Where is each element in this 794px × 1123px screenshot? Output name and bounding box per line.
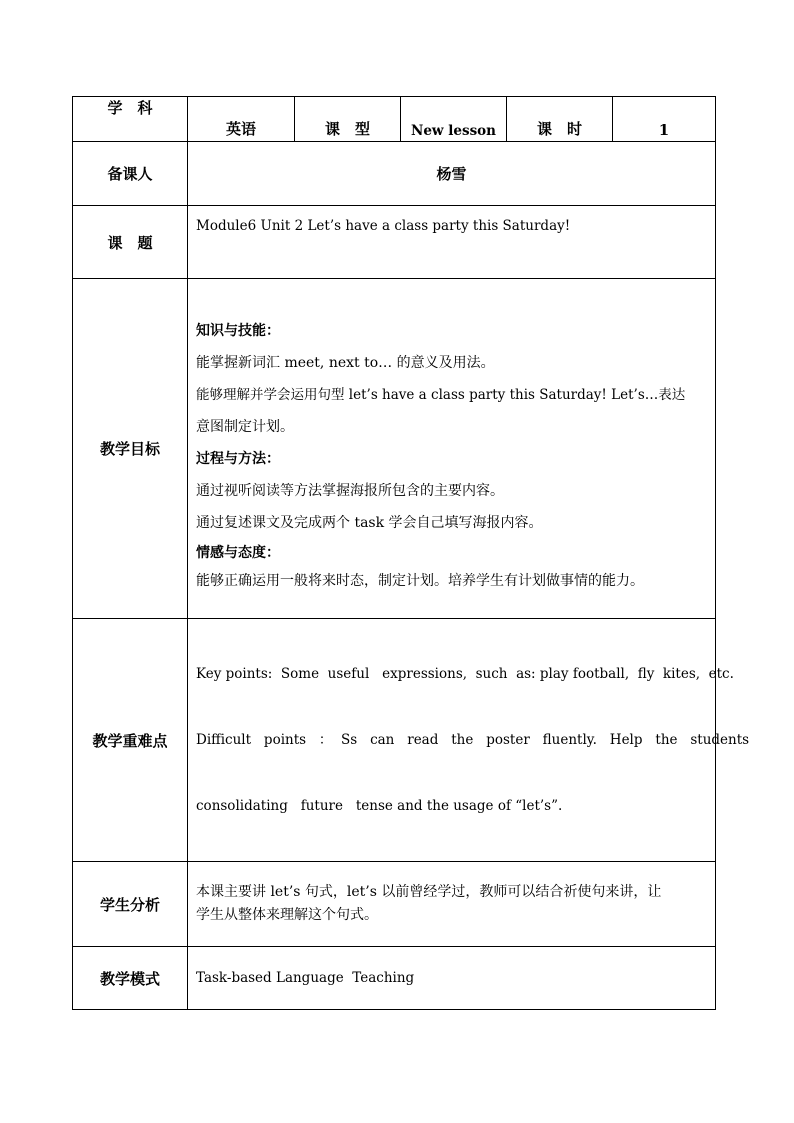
objectives-row: [73, 279, 716, 619]
student-analysis-label: 学生分析: [73, 862, 188, 947]
topic-row: [73, 206, 716, 279]
knowledge-line-2: 能够理解并学会运用句型 let’s have a class party this Saturday! Let’s…表达: [196, 387, 686, 403]
key-points-line-3: consolidating future tense and the usage of “let’s”.: [196, 798, 563, 814]
process-line-2: 通过复述课文及完成两个 task 学会自己填写海报内容。: [196, 515, 543, 531]
student-analysis-line-2: 学生从整体来理解这个句式。: [196, 907, 378, 923]
subject-value: 英语: [188, 97, 295, 142]
preparer-label: 备课人: [73, 142, 188, 206]
teaching-mode-value: Task-based Language Teaching: [188, 947, 716, 1010]
student-analysis-line-1: 本课主要讲 let’s 句式，let’s 以前曾经学过，教师可以结合祈使句来讲，让: [196, 884, 662, 900]
objectives-label: 教学目标: [73, 279, 188, 619]
topic-value: Module6 Unit 2 Let’s have a class party this Saturday!: [196, 218, 571, 234]
key-points-row: [73, 619, 716, 862]
header-row: [73, 97, 716, 142]
knowledge-line-1: 能掌握新词汇 meet, next to… 的意义及用法。: [196, 355, 495, 371]
period-label: 课 时: [507, 97, 613, 142]
topic-label: 课 题: [73, 206, 188, 279]
preparer-row: [73, 142, 716, 206]
lesson-plan-page: [72, 96, 750, 1010]
student-analysis-row: [73, 862, 716, 947]
period-value: 1: [613, 97, 716, 142]
type-value: New lesson: [401, 97, 507, 142]
key-points-label: 教学重难点: [73, 619, 188, 862]
key-points-line-1: Key points: Some useful expressions, such as: play football, fly kites, etc.: [196, 666, 734, 682]
knowledge-line-3: 意图制定计划。: [196, 419, 294, 435]
subject-label: 学 科: [73, 97, 188, 142]
process-line-1: 通过视听阅读等方法掌握海报所包含的主要内容。: [196, 483, 504, 499]
knowledge-heading: 知识与技能：: [196, 323, 280, 339]
type-label: 课 型: [295, 97, 401, 142]
objectives-block: [196, 279, 707, 595]
attitude-heading: 情感与态度：: [196, 545, 280, 561]
key-points-line-2: Difficult points ： Ss can read the poster fluently. Help the students: [196, 732, 750, 748]
teaching-mode-row: [73, 947, 716, 1010]
attitude-line-1: 能够正确运用一般将来时态，制定计划。培养学生有计划做事情的能力。: [196, 573, 644, 589]
teaching-mode-label: 教学模式: [73, 947, 188, 1010]
preparer-value: 杨雪: [188, 142, 716, 206]
process-heading: 过程与方法：: [196, 451, 280, 467]
lesson-plan-table: [72, 96, 750, 1010]
